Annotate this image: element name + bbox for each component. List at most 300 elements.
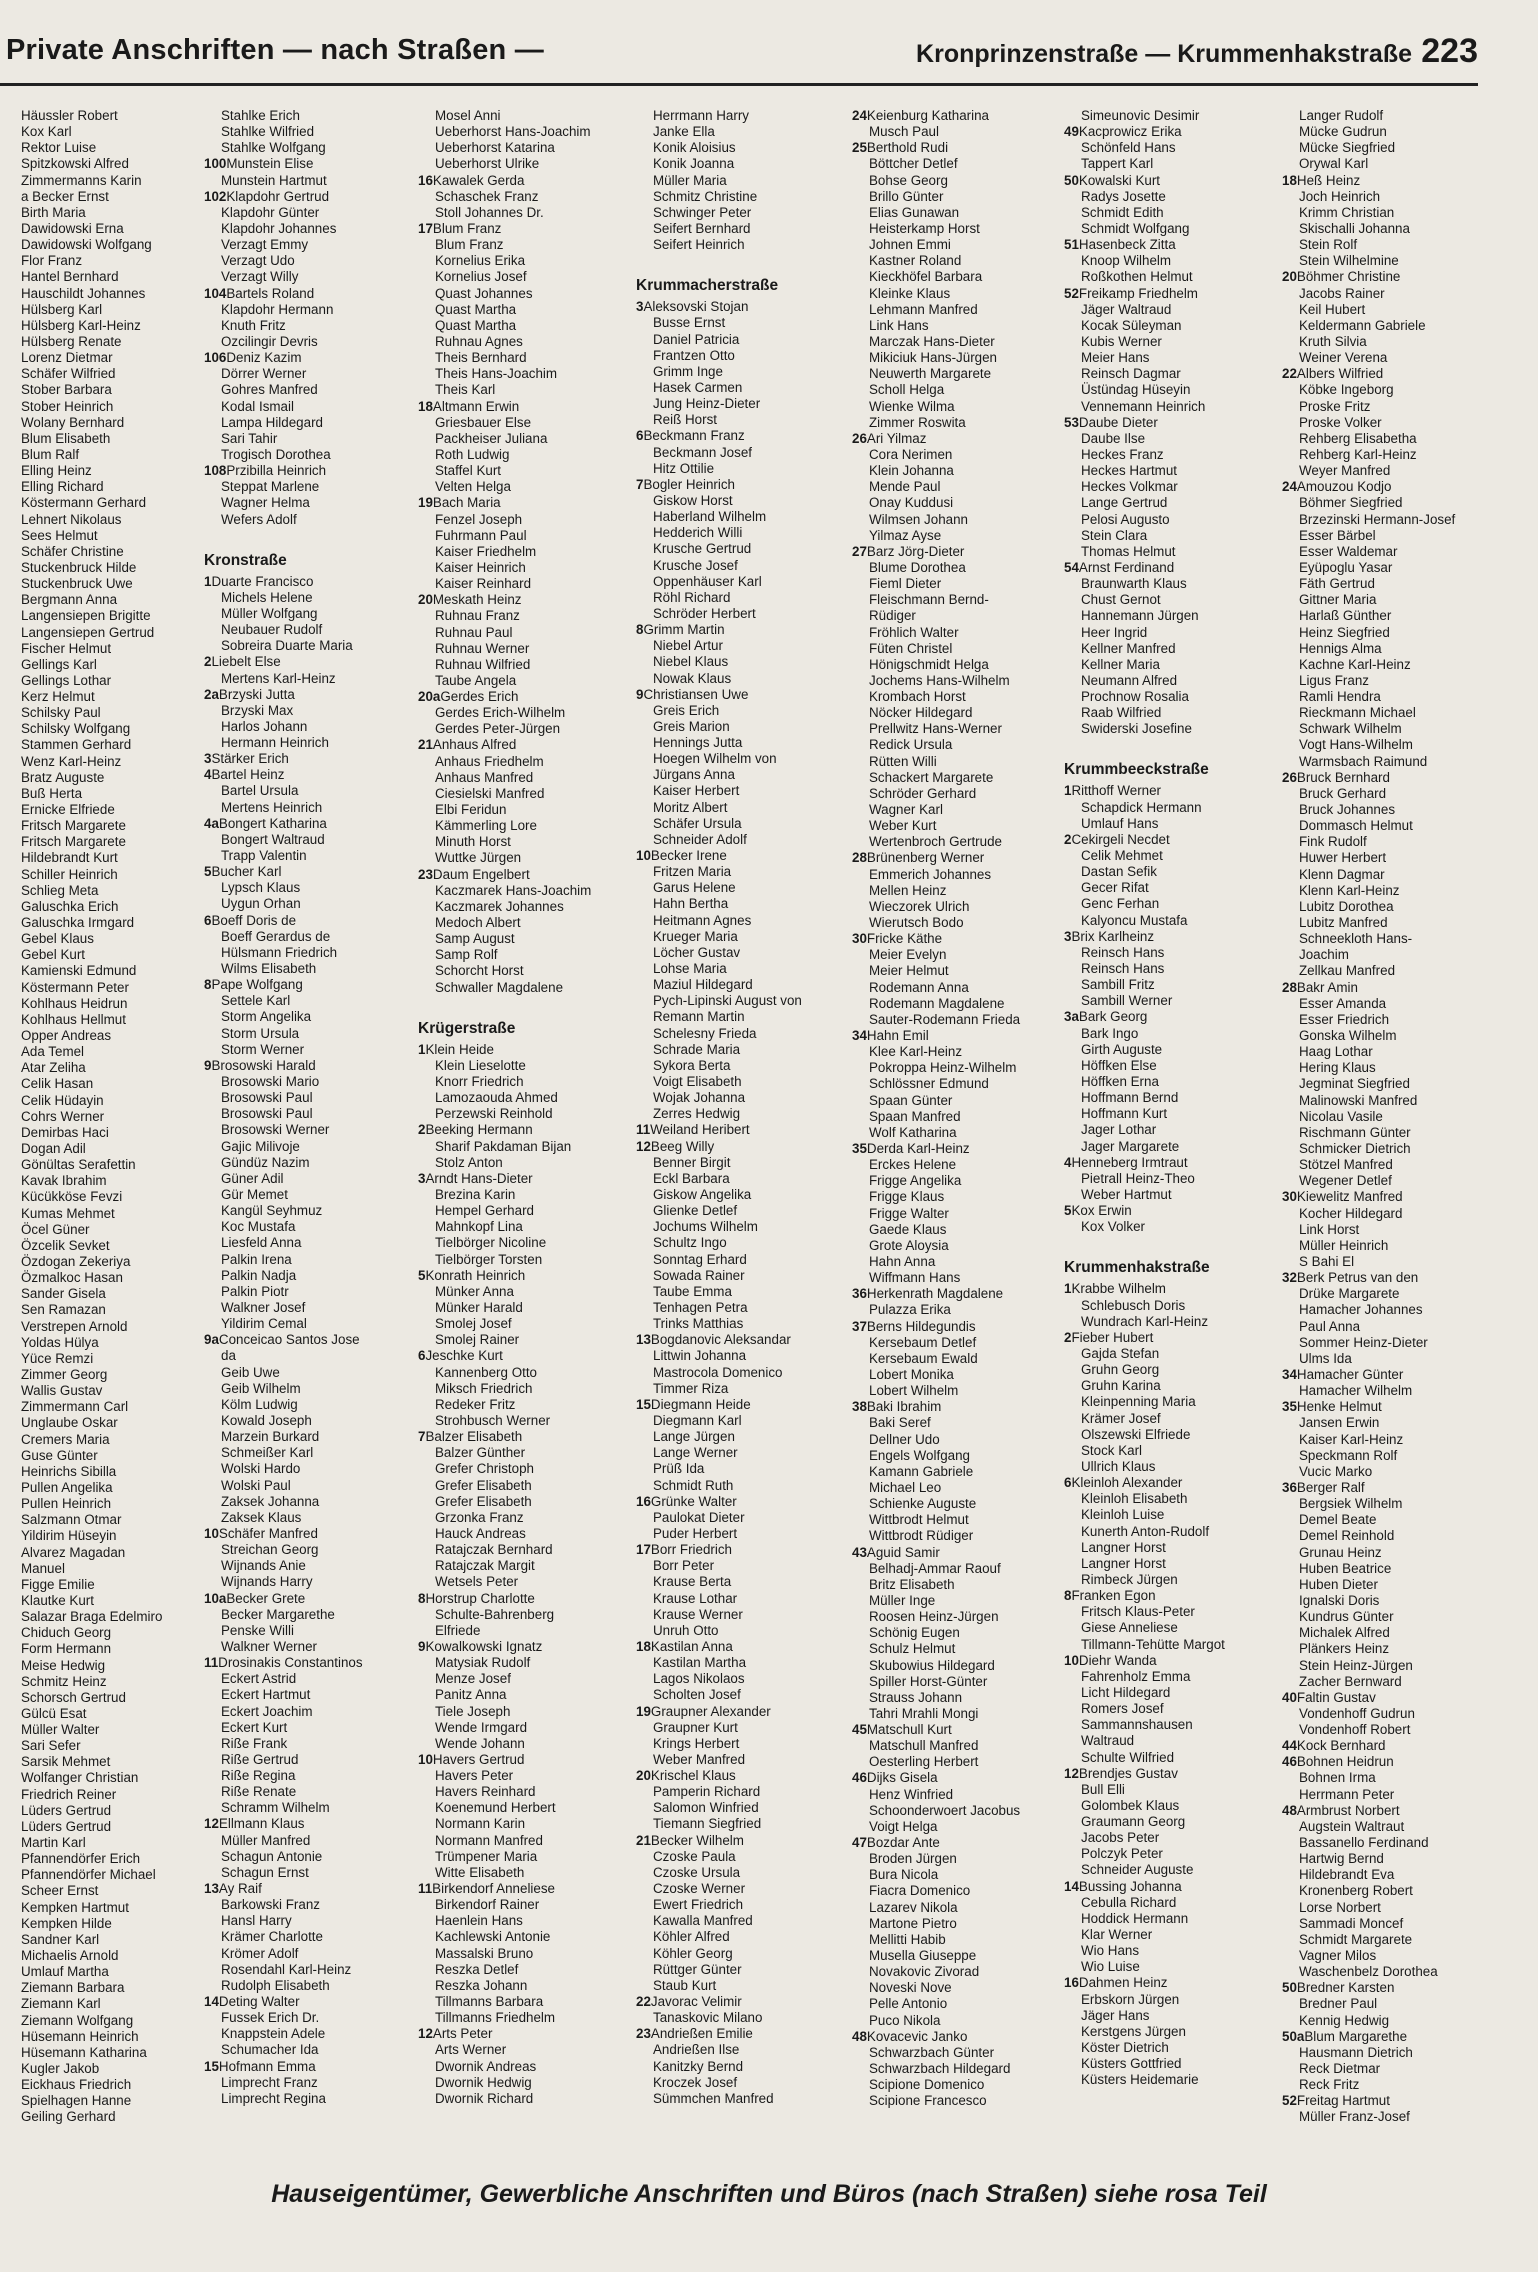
resident-entry: Opper Andreas: [21, 1028, 112, 1044]
resident-entry: Reszka Johann: [435, 1977, 528, 1993]
resident-entry: [204, 816, 414, 832]
resident-entry: Swiderski Josefine: [1081, 721, 1192, 737]
house-number: 106: [204, 350, 227, 366]
resident-entry: Onay Kuddusi: [869, 495, 954, 511]
resident-entry: [852, 1545, 1064, 1561]
resident-entry: Celik Mehmet: [1081, 848, 1163, 864]
house-number: 44: [1282, 1738, 1297, 1754]
resident-entry: Rehberg Elisabetha: [1299, 430, 1417, 446]
resident-entry: Storm Ursula: [221, 1025, 300, 1041]
resident-entry: Bergmann Anna: [21, 592, 118, 608]
resident-entry: Pelle Antonio: [869, 1996, 948, 2012]
column-3: [418, 108, 640, 2107]
resident-entry: Seifert Bernhard: [653, 220, 751, 236]
house-number: 1: [1064, 1281, 1072, 1297]
resident-entry: Tillmanns Friedhelm: [435, 2010, 556, 2026]
resident-entry: Schwaller Magdalene: [435, 979, 564, 995]
resident-entry: Ratajczak Bernhard: [435, 1542, 553, 1558]
resident-entry: Hülsberg Karl-Heinz: [21, 317, 141, 333]
house-number: 23: [636, 2026, 651, 2042]
resident-name: Deniz Kazim: [226, 350, 302, 366]
section-gap: [636, 253, 860, 263]
street-heading: Krügerstraße: [418, 1019, 516, 1037]
resident-name: Faltin Gustav: [1296, 1689, 1376, 1705]
resident-entry: Schröder Herbert: [653, 605, 756, 621]
resident-entry: Hüsemann Heinrich: [21, 2028, 139, 2044]
resident-entry: Ruhnau Wilfried: [435, 656, 531, 672]
resident-entry: Knoop Wilhelm: [1081, 253, 1172, 269]
resident-entry: Fuhrmann Paul: [435, 527, 527, 543]
resident-entry: Proske Fritz: [1299, 398, 1371, 414]
resident-entry: [1064, 560, 1276, 576]
resident-entry: [636, 687, 860, 703]
resident-entry: Roth Ludwig: [435, 446, 510, 462]
resident-entry: Klapdohr Günter: [221, 204, 320, 220]
resident-name: Christiansen Uwe: [643, 686, 749, 702]
house-number: 30: [1282, 1189, 1297, 1205]
resident-entry: Prochnow Rosalia: [1081, 689, 1189, 705]
resident-entry: Kersebaum Ewald: [869, 1350, 978, 1366]
resident-entry: Anhaus Manfred: [435, 769, 534, 785]
resident-name: Freikamp Friedhelm: [1078, 285, 1198, 301]
resident-entry: Rüdiger: [869, 608, 916, 624]
resident-entry: Galuschka Irmgard: [21, 915, 135, 931]
resident-entry: Heinz Siegfried: [1299, 624, 1390, 640]
resident-entry: Guse Günter: [21, 1447, 98, 1463]
resident-entry: [636, 1494, 860, 1510]
resident-name: Brünenberg Werner: [866, 850, 985, 866]
resident-entry: Herrmann Harry: [653, 108, 749, 123]
resident-entry: [1282, 1367, 1482, 1383]
resident-entry: Kanitzky Bernd: [653, 2058, 744, 2074]
resident-name: Altmann Erwin: [432, 398, 520, 414]
resident-entry: [1064, 415, 1276, 431]
resident-entry: Meier Hans: [1081, 350, 1150, 366]
resident-name: Henneberg Irmtraut: [1071, 1154, 1188, 1170]
house-number: 2: [418, 1122, 426, 1138]
resident-name: Daube Dieter: [1078, 414, 1158, 430]
resident-entry: Form Hermann: [21, 1641, 112, 1657]
street-heading: Kronstraße: [204, 551, 287, 569]
resident-entry: [204, 286, 414, 302]
resident-entry: Özmalkoc Hasan: [21, 1270, 123, 1286]
resident-entry: Braunwarth Klaus: [1081, 576, 1187, 592]
resident-entry: Lagos Nikolaos: [653, 1671, 745, 1687]
resident-entry: Schultz Ingo: [653, 1235, 727, 1251]
resident-entry: Esser Friedrich: [1299, 1011, 1390, 1027]
resident-entry: Pullen Angelika: [21, 1479, 113, 1495]
house-number: 46: [1282, 1754, 1297, 1770]
resident-name: Ritthoff Werner: [1071, 783, 1162, 799]
resident-entry: Sümmchen Manfred: [653, 2090, 774, 2106]
house-number: 48: [852, 2028, 867, 2044]
resident-entry: Smolej Rainer: [435, 1332, 520, 1348]
resident-entry: Höffken Else: [1081, 1057, 1157, 1073]
resident-entry: Hahn Bertha: [653, 896, 729, 912]
resident-entry: Sambill Fritz: [1081, 977, 1155, 993]
resident-entry: Unglaube Oskar: [21, 1415, 118, 1431]
resident-entry: Elbi Feridun: [435, 802, 507, 818]
resident-entry: [852, 1399, 1064, 1415]
resident-entry: Flor Franz: [21, 253, 83, 269]
resident-entry: Reck Fritz: [1299, 2077, 1360, 2093]
resident-entry: Kangül Seyhmuz: [221, 1203, 323, 1219]
resident-entry: [636, 1768, 860, 1784]
resident-entry: Wagner Karl: [869, 802, 943, 818]
resident-entry: Stuckenbruck Hilde: [21, 559, 137, 575]
resident-entry: Schilsky Paul: [21, 705, 101, 721]
resident-entry: Zellkau Manfred: [1299, 963, 1396, 979]
resident-entry: Kieckhöfel Barbara: [869, 269, 983, 285]
resident-entry: Gebel Klaus: [21, 931, 94, 947]
resident-entry: Brzyski Max: [221, 702, 294, 718]
resident-entry: Eckert Kurt: [221, 1719, 288, 1735]
resident-entry: Geib Uwe: [221, 1364, 280, 1380]
resident-entry: [852, 544, 1064, 560]
resident-entry: [204, 1332, 414, 1348]
resident-entry: Britz Elisabeth: [869, 1576, 955, 1592]
house-number: 53: [1064, 414, 1079, 430]
resident-entry: Salomon Winfried: [653, 1800, 759, 1816]
resident-entry: Schmidt Wolfgang: [1081, 220, 1190, 236]
resident-entry: Schröder Gerhard: [869, 785, 977, 801]
resident-entry: Hoegen Wilhelm von: [653, 751, 777, 767]
resident-entry: Warmsbach Raimund: [1299, 753, 1428, 769]
resident-entry: Haenlein Hans: [435, 1913, 523, 1929]
house-number: 17: [636, 1542, 651, 1558]
resident-name: Daum Engelbert: [432, 866, 530, 882]
resident-entry: Greis Marion: [653, 718, 730, 734]
resident-entry: Giskow Angelika: [653, 1187, 752, 1202]
resident-entry: Schwarzbach Hildegard: [869, 2061, 1011, 2077]
resident-entry: Ignalski Doris: [1299, 1592, 1380, 1608]
resident-entry: Marzein Burkard: [221, 1429, 320, 1445]
resident-name: Dahmen Heinz: [1078, 1975, 1168, 1991]
resident-entry: Augstein Waltraut: [1299, 1818, 1405, 1834]
resident-entry: Greis Erich: [653, 702, 720, 718]
resident-entry: Rosendahl Karl-Heinz: [221, 1961, 352, 1977]
resident-entry: [418, 1639, 640, 1655]
house-number: 50: [1282, 1980, 1297, 1996]
resident-entry: Zimmer Georg: [21, 1366, 108, 1382]
house-number: 9: [418, 1638, 426, 1654]
resident-entry: Tahri Mrahli Mongi: [869, 1705, 979, 1721]
resident-entry: Kruth Silvia: [1299, 333, 1367, 349]
resident-entry: Jacobs Rainer: [1299, 285, 1385, 301]
house-number: 14: [204, 1994, 219, 2010]
resident-entry: Fiacra Domenico: [869, 1883, 971, 1899]
resident-name: Weiland Heribert: [650, 1122, 750, 1138]
resident-entry: Klautke Kurt: [21, 1592, 94, 1608]
resident-entry: Garus Helene: [653, 880, 736, 896]
resident-entry: [1282, 1754, 1482, 1770]
resident-entry: Schelesny Frieda: [653, 1025, 757, 1041]
resident-entry: Gebel Kurt: [21, 947, 86, 963]
resident-entry: Lubitz Manfred: [1299, 915, 1388, 931]
resident-entry: Blume Dorothea: [869, 559, 966, 575]
resident-entry: Grimm Inge: [653, 363, 723, 379]
resident-entry: Hauschildt Johannes: [21, 285, 146, 301]
resident-entry: Köstermann Peter: [21, 979, 129, 995]
resident-name: Grimm Martin: [643, 622, 725, 638]
resident-entry: Kaiser Friedhelm: [435, 543, 537, 559]
resident-entry: Reinsch Hans: [1081, 944, 1165, 960]
resident-entry: Tanaskovic Milano: [653, 2010, 763, 2026]
resident-entry: Scholl Helga: [869, 382, 945, 398]
house-number: 34: [1282, 1366, 1297, 1382]
resident-entry: Schackert Margarete: [869, 769, 994, 785]
resident-entry: Glienke Detlef: [653, 1203, 738, 1219]
resident-entry: Ullrich Klaus: [1081, 1458, 1156, 1474]
resident-entry: Staffel Kurt: [435, 463, 501, 479]
resident-entry: Quast Martha: [435, 317, 517, 333]
resident-entry: Licht Hildegard: [1081, 1684, 1171, 1700]
resident-entry: Niebel Artur: [653, 638, 723, 654]
resident-entry: Hennings Jutta: [653, 735, 743, 751]
resident-entry: Ziemann Barbara: [21, 1980, 125, 1996]
resident-entry: Grefer Elisabeth: [435, 1493, 532, 1509]
resident-entry: Eckert Joachim: [221, 1703, 313, 1719]
resident-entry: Klee Karl-Heinz: [869, 1044, 963, 1060]
resident-entry: Pych-Lipinski August von: [653, 993, 802, 1009]
resident-entry: [852, 1028, 1064, 1044]
resident-entry: Ruhnau Werner: [435, 640, 530, 656]
page-header: [0, 26, 1478, 86]
resident-entry: Pietrall Heinz-Theo: [1081, 1170, 1195, 1186]
resident-entry: Oesterling Herbert: [869, 1754, 979, 1770]
resident-entry: Ueberhorst Ulrike: [435, 156, 540, 172]
resident-entry: Quast Johannes: [435, 285, 533, 301]
resident-entry: Schlebusch Doris: [1081, 1297, 1186, 1313]
resident-name: Beeg Willy: [650, 1138, 715, 1154]
house-number: 2a: [204, 686, 219, 702]
resident-entry: Bongert Waltraud: [221, 831, 325, 847]
resident-entry: Thomas Helmut: [1081, 543, 1176, 559]
resident-name: Diegmann Heide: [650, 1396, 751, 1412]
resident-entry: Klenn Karl-Heinz: [1299, 882, 1400, 898]
resident-entry: Blum Elisabeth: [21, 430, 111, 446]
resident-entry: Zacher Bernward: [1299, 1673, 1402, 1689]
resident-name: Deting Walter: [218, 1994, 300, 2010]
resident-entry: Stober Barbara: [21, 382, 112, 398]
resident-entry: Vucic Marko: [1299, 1463, 1373, 1479]
resident-entry: Limprecht Franz: [221, 2074, 318, 2090]
resident-entry: Dellner Udo: [869, 1431, 940, 1447]
house-number: 50: [1064, 172, 1079, 188]
resident-entry: Musella Giuseppe: [869, 1948, 977, 1964]
resident-name: Armbrust Norbert: [1296, 1802, 1400, 1818]
resident-name: Bussing Johanna: [1078, 1878, 1182, 1894]
resident-entry: Heckes Hartmut: [1081, 463, 1177, 479]
resident-entry: Frigge Walter: [869, 1205, 949, 1221]
resident-entry: Schäfer Wilfried: [21, 366, 116, 382]
resident-entry: Nowak Klaus: [653, 670, 732, 686]
resident-entry: Grzonka Franz: [435, 1509, 524, 1525]
resident-entry: [418, 173, 640, 189]
resident-entry: Verzagt Udo: [221, 253, 295, 269]
resident-entry: Jäger Hans: [1081, 2007, 1150, 2023]
resident-entry: Gaede Klaus: [869, 1221, 947, 1237]
resident-entry: Wolfanger Christian: [21, 1770, 139, 1786]
resident-name: Jeschke Kurt: [425, 1348, 503, 1364]
resident-entry: Nöcker Hildegard: [869, 705, 973, 721]
resident-entry: Gellings Lothar: [21, 672, 112, 688]
resident-entry: Hoffmann Bernd: [1081, 1090, 1179, 1106]
resident-entry: Maziul Hildegard: [653, 977, 753, 993]
house-number: 9: [204, 1057, 212, 1073]
resident-entry: Giese Anneliese: [1081, 1620, 1178, 1636]
resident-name: Hamacher Günter: [1296, 1366, 1404, 1382]
resident-entry: Oppenhäuser Karl: [653, 573, 762, 589]
resident-entry: Dawidowski Erna: [21, 220, 124, 236]
resident-name: Henke Helmut: [1296, 1399, 1382, 1415]
resident-entry: Wende Irmgard: [435, 1719, 528, 1735]
resident-entry: a Becker Ernst: [21, 188, 109, 204]
resident-entry: Frigge Klaus: [869, 1189, 945, 1205]
resident-entry: Lubitz Dorothea: [1299, 898, 1394, 914]
resident-entry: [852, 931, 1064, 947]
house-number: 100: [204, 156, 227, 172]
resident-entry: Weyer Manfred: [1299, 463, 1391, 479]
resident-entry: Schönfeld Hans: [1081, 140, 1176, 156]
resident-entry: Dawidowski Wolfgang: [21, 237, 152, 253]
house-number: 8: [636, 622, 644, 638]
resident-entry: [1064, 237, 1276, 253]
resident-entry: Kugler Jakob: [21, 2061, 100, 2077]
resident-entry: Frantzen Otto: [653, 347, 735, 363]
resident-entry: Kennig Hedwig: [1299, 2012, 1390, 2028]
resident-entry: Schneekloth Hans-: [1299, 931, 1413, 947]
house-number: 22: [1282, 366, 1297, 382]
resident-entry: [204, 1058, 414, 1074]
resident-entry: [204, 350, 414, 366]
resident-entry: Cora Nerimen: [869, 446, 953, 462]
resident-entry: Miksch Friedrich: [435, 1380, 533, 1396]
resident-entry: Malinowski Manfred: [1299, 1092, 1418, 1108]
house-number: 38: [852, 1399, 867, 1415]
resident-entry: Fröhlich Walter: [869, 624, 959, 640]
resident-entry: Olszewski Elfriede: [1081, 1426, 1191, 1442]
resident-entry: Stahlke Wilfried: [221, 124, 315, 140]
resident-entry: Stoll Johannes Dr.: [435, 204, 544, 220]
resident-entry: Krusche Gertrud: [653, 541, 752, 557]
resident-entry: Sees Helmut: [21, 527, 98, 543]
house-number: 22: [636, 1994, 651, 2010]
resident-entry: Füten Christel: [869, 640, 953, 656]
resident-name: Ellmann Klaus: [218, 1816, 305, 1832]
resident-entry: Wienke Wilma: [869, 398, 955, 414]
resident-entry: Pulazza Erika: [869, 1302, 951, 1318]
resident-entry: Busse Ernst: [653, 315, 726, 331]
resident-entry: Gittner Maria: [1299, 592, 1377, 608]
resident-entry: Wertenbroch Gertrude: [869, 834, 1002, 850]
resident-entry: Kleinpenning Maria: [1081, 1394, 1196, 1410]
resident-entry: Stein Rolf: [1299, 237, 1358, 253]
resident-entry: Boeff Gerardus de: [221, 928, 331, 944]
resident-entry: Erbskorn Jürgen: [1081, 1991, 1180, 2007]
resident-entry: Fussek Erich Dr.: [221, 2010, 320, 2026]
house-number: 18: [636, 1638, 651, 1654]
resident-name: Bartel Heinz: [211, 767, 285, 783]
resident-entry: Johnen Emmi: [869, 237, 951, 253]
house-number: 16: [418, 172, 433, 188]
resident-entry: Schorcht Horst: [435, 963, 524, 979]
resident-entry: Baki Seref: [869, 1415, 931, 1431]
resident-entry: Friedrich Reiner: [21, 1786, 117, 1802]
house-number: 4: [204, 767, 212, 783]
resident-entry: Zaksek Klaus: [221, 1509, 302, 1525]
resident-entry: [1064, 1330, 1276, 1346]
resident-entry: Heckes Volkmar: [1081, 479, 1178, 495]
resident-entry: [418, 1171, 640, 1187]
house-number: 13: [636, 1332, 651, 1348]
house-number: 4a: [204, 815, 219, 831]
resident-entry: Vennemann Heinrich: [1081, 398, 1206, 414]
resident-entry: Seifert Heinrich: [653, 237, 745, 253]
resident-entry: Lampa Hildegard: [221, 414, 323, 430]
house-number: 32: [1282, 1270, 1297, 1286]
house-number: 10: [204, 1525, 219, 1541]
resident-entry: Yoldas Hülya: [21, 1334, 99, 1350]
column-4: [636, 108, 860, 2107]
house-number: 51: [1064, 237, 1079, 253]
resident-entry: Lorse Norbert: [1299, 1899, 1381, 1915]
resident-entry: Perzewski Reinhold: [435, 1106, 553, 1122]
resident-entry: [1064, 1879, 1276, 1895]
resident-entry: Köbke Ingeborg: [1299, 382, 1394, 398]
house-number: 47: [852, 1835, 867, 1851]
resident-entry: Hahn Anna: [869, 1253, 936, 1269]
resident-entry: Wijnands Harry: [221, 1574, 313, 1590]
resident-entry: Redick Ursula: [869, 737, 953, 753]
house-number: 8: [1064, 1588, 1072, 1604]
resident-entry: Kempken Hilde: [21, 1915, 112, 1931]
resident-entry: Nicolau Vasile: [1299, 1108, 1383, 1124]
resident-entry: Eckert Hartmut: [221, 1687, 311, 1703]
resident-entry: Lange Jürgen: [653, 1429, 735, 1445]
resident-name: Becker Irene: [650, 848, 727, 864]
resident-name: Cekirgeli Necdet: [1071, 831, 1170, 847]
resident-entry: Gajda Stefan: [1081, 1345, 1160, 1361]
resident-entry: Wolski Hardo: [221, 1461, 301, 1477]
resident-entry: Krömer Adolf: [221, 1945, 299, 1961]
resident-entry: Üstündag Hüseyin: [1081, 382, 1191, 398]
resident-entry: [852, 108, 1064, 124]
resident-entry: Barkowski Franz: [221, 1897, 320, 1913]
resident-entry: Küsters Gottfried: [1081, 2056, 1182, 2072]
resident-entry: Schorsch Gertrud: [21, 1689, 126, 1705]
resident-entry: [852, 850, 1064, 866]
resident-entry: Fritsch Margarete: [21, 834, 126, 850]
resident-entry: Krings Herbert: [653, 1735, 740, 1751]
house-number: 54: [1064, 559, 1079, 575]
resident-entry: Tiemann Siegfried: [653, 1816, 762, 1832]
resident-entry: Spielhagen Hanne: [21, 2093, 132, 2109]
resident-entry: Schaschek Franz: [435, 188, 539, 204]
resident-entry: Elias Gunawan: [869, 204, 960, 220]
resident-entry: Esser Waldemar: [1299, 543, 1398, 559]
resident-entry: Scholten Josef: [653, 1687, 741, 1703]
resident-entry: Meier Helmut: [869, 963, 949, 979]
resident-name: Keienburg Katharina: [866, 108, 989, 123]
house-number: 37: [852, 1318, 867, 1334]
resident-entry: Weber Kurt: [869, 818, 937, 834]
resident-name: Meskath Heinz: [432, 592, 522, 608]
resident-entry: Fritsch Klaus-Peter: [1081, 1604, 1195, 1620]
resident-entry: Birth Maria: [21, 204, 86, 220]
resident-entry: Lange Werner: [653, 1445, 738, 1461]
resident-entry: Krause Werner: [653, 1606, 743, 1622]
